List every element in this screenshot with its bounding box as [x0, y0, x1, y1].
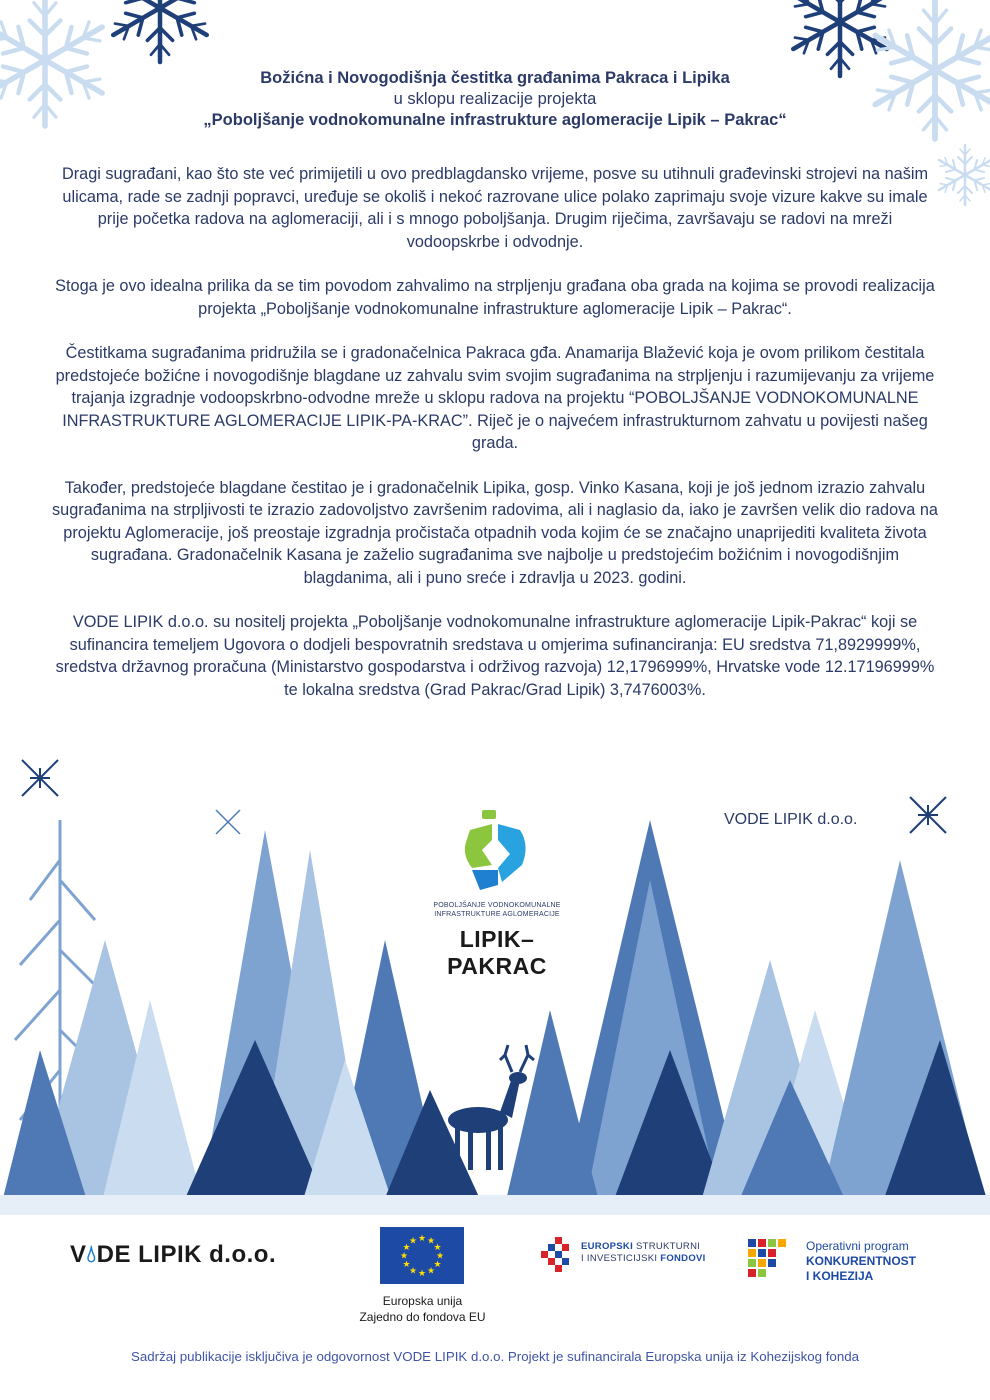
snowflake-icon	[936, 145, 990, 205]
eu-caption	[330, 1293, 515, 1325]
svg-text:★: ★	[399, 1251, 409, 1262]
card-subtitle: u sklopu realizacije projekta	[393, 90, 597, 108]
signature: VODE LIPIK d.o.o.	[724, 811, 858, 828]
esif-text-rest-2: I INVESTICIJSKI	[581, 1253, 661, 1264]
opk-text-line2: KONKURENTNOST	[806, 1254, 916, 1268]
svg-text:★: ★	[402, 1243, 411, 1253]
svg-text:★: ★	[408, 1266, 418, 1277]
esif-text-rest-1: STRUKTURNI	[633, 1241, 701, 1252]
esif-logo	[537, 1233, 707, 1283]
esif-text-bold-2: FONDOVI	[660, 1253, 706, 1264]
project-logo-icon	[462, 810, 532, 895]
paragraph: Stoga je ovo idealna prilika da se tim povodom zahvalimo na strpljenju građana oba grada na kojima se provodi realizacija projekta „Poboljšanje vodnokomunalne infrastrukture aglomeracije Lipik – Pakrac“.	[55, 277, 935, 318]
svg-text:★: ★	[433, 1260, 442, 1270]
esif-text-bold-1: EUROPSKI	[581, 1241, 634, 1252]
eu-flag-icon	[380, 1227, 464, 1284]
card-title: Božićna i Novogodišnja čestitka građanima Pakraca i Lipika	[260, 69, 730, 87]
project-logo	[412, 810, 582, 980]
paragraph: Čestitkama sugrađanima pridružila se i gradonačelnica Pakraca gđa. Anamarija Blažević koja je ovom prilikom čestitala predstojeće božićne i novogodišnje blagdane uz zahvalu svim svojim sugrađanima na strpljenju i razumijevanju za vrijeme trajanja izgradnje vodoopskrbno-odvodne mreže u sklopu radova na projektu “POBOLJŠANJE VODNOKOMUNALNE INFRASTRUKTURE AGLOMERACIJE LIPIK-PA-KRAC”. Riječ je o najvećem infrastrukturnom zahvatu u povijesti našeg grada.	[55, 344, 935, 452]
vode-logo-v: V	[70, 1241, 87, 1268]
footer-disclaimer: Sadržaj publikacije isključiva je odgovornost VODE LIPIK d.o.o. Projekt je sufinancirala Europska unija iz Kohezijskog fonda	[130, 1349, 860, 1364]
esif-text	[581, 1241, 706, 1265]
eu-caption-line2: Zajedno do fondova EU	[359, 1310, 486, 1324]
svg-text:★: ★	[417, 1269, 427, 1279]
sparkle-icon	[22, 760, 58, 796]
svg-text:★: ★	[402, 1260, 411, 1270]
eu-caption-line1: Europska unija	[382, 1294, 463, 1308]
opk-icon	[746, 1237, 798, 1283]
paragraph: Dragi sugrađani, kao što ste već primijetili u ovo predblagdansko vrijeme, posve su utihnuli građevinski strojevi na našim ulicama, rade se zadnji popravci, uređuje se okoliš i nekoć razrovane ulice polako zaprimaju svoje vizure kakve su imale prije početka radova na aglomeraciji, ali i s mnogo poboljšanja. Drugim riječima, završavaju se radovi na mreži vodoopskrbe i odvodnje.	[61, 165, 929, 251]
letter-body	[50, 163, 940, 723]
ground	[0, 1195, 990, 1215]
sponsor-logos	[0, 1225, 990, 1335]
sparkle-icon	[910, 797, 946, 833]
project-title: „Poboljšanje vodnokomunalne infrastrukture aglomeracije Lipik – Pakrac“	[203, 111, 787, 129]
svg-text:★: ★	[433, 1243, 442, 1253]
opk-text	[806, 1239, 916, 1284]
vode-lipik-logo	[70, 1241, 276, 1269]
svg-text:★: ★	[417, 1234, 427, 1244]
opk-text-line1: Operativni program	[806, 1239, 909, 1253]
svg-text:★: ★	[426, 1266, 436, 1277]
project-logo-caption-2: INFRASTRUKTURE AGLOMERACIJE	[434, 911, 560, 918]
sparkle-icon	[216, 810, 240, 834]
svg-text:★: ★	[408, 1236, 418, 1247]
vode-logo-text: DE LIPIK d.o.o.	[96, 1241, 277, 1268]
opk-logo	[746, 1235, 936, 1287]
paragraph: Također, predstojeće blagdane čestitao je i gradonačelnik Lipika, gosp. Vinko Kasana, koji je još jednom izrazio zahvalu sugrađanima na strpljivosti te izrazio zadovoljstvo završenim radovima, ali i naglasio da, iako je završen velik dio radova na projektu Aglomeracije, još preostaje izgradnja pročistača otpadnih voda kojim će se značajno unaprijediti kvaliteta života sugrađana. Gradonačelnik Kasana je zaželio sugrađanima sve najbolje u predstojećim božićnim i novogodišnjim blagdanima, ali i puno sreće i zdravlja u 2023. godini.	[52, 478, 938, 587]
card-header	[0, 68, 990, 131]
svg-text:★: ★	[435, 1251, 445, 1262]
snowflake-icon	[107, 0, 213, 62]
project-logo-caption-1: POBOLJŠANJE VODNOKOMUNALNE	[433, 902, 561, 909]
esif-icon	[537, 1233, 579, 1277]
svg-text:★: ★	[426, 1236, 436, 1247]
paragraph: VODE LIPIK d.o.o. su nositelj projekta „Poboljšanje vodnokomunalne infrastrukture aglomeracije Lipik-Pakrac“ koji se sufinancira temeljem Ugovora o dodjeli bespovratnih sredstava u omjerima sufinanciranja: EU sredstva 71,8929999%, sredstva državnog proračuna (Ministarstvo gospodarstva i održivog razvoja) 12,1796999%, Hrvatske vode 12.17196999% te lokalna sredstva (Grad Pakrac/Grad Lipik) 3,7476003%.	[55, 613, 935, 699]
project-logo-title: LIPIK–PAKRAC	[447, 926, 547, 979]
water-drop-icon: 💧︎	[86, 1241, 97, 1268]
opk-text-line3: I KOHEZIJA	[806, 1269, 874, 1283]
